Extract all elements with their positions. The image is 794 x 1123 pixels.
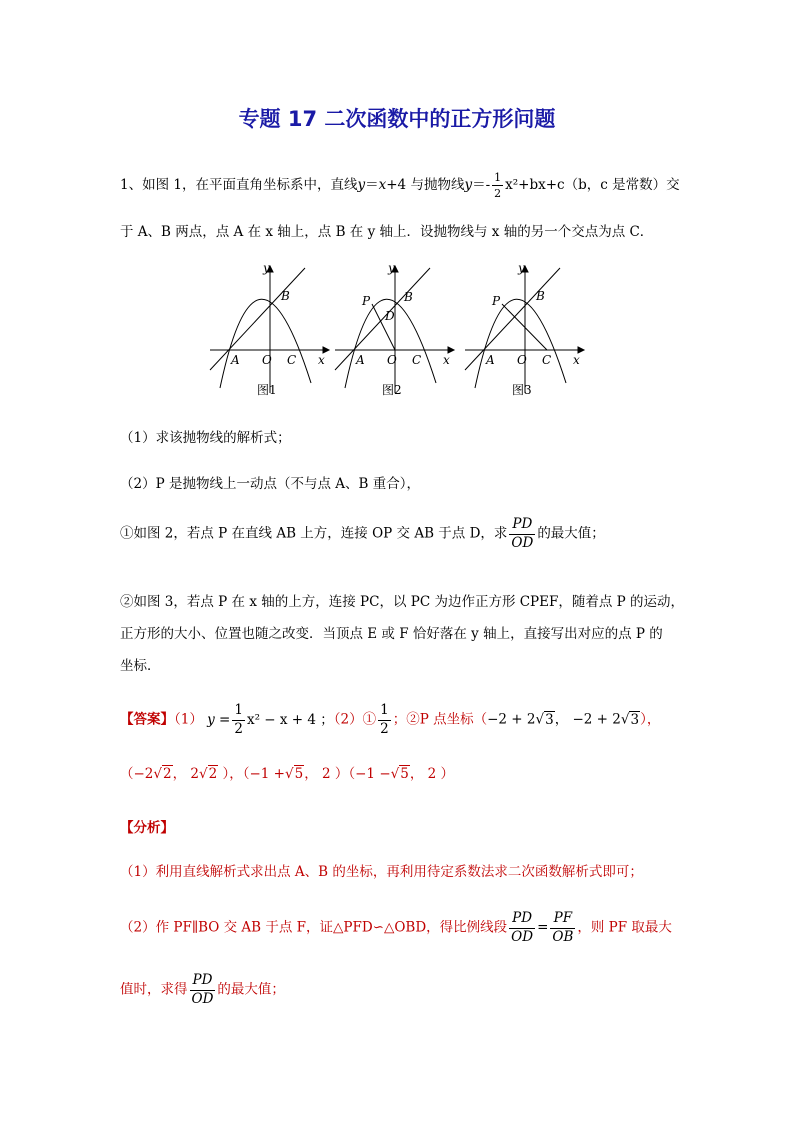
fraction: $\frac{1}{2}$ [494,171,502,200]
analysis-line-3: 值时，求得 $\frac{PD}{OD}$ 的最大值； [120,972,285,1007]
var-y: y [464,177,473,193]
point-c-label: C [542,353,552,367]
fraction-pd-od: $\frac{PD}{OD}$ [511,516,534,551]
parabola [475,299,566,388]
equals: ＝- [472,177,491,193]
point-o-label: O [387,353,397,367]
equals: ＝ [365,177,379,193]
answer-text: （2）① [333,711,377,728]
problem-line-1 [120,172,680,199]
figure-1 [205,258,335,398]
point-c-label: C [287,353,297,367]
question-2-part-2-line-3: 坐标． [120,658,161,674]
answer-text: ；②P 点坐标（ [392,711,488,728]
point-p-label: P [492,294,501,308]
question-2-part-1 [120,518,605,550]
axis-y-label: y [518,261,525,275]
axis-x-label: x [443,353,450,367]
answer-formula: y = $\frac{1}{2}$ x² − x + 4 ； [207,702,334,737]
figure-caption: 图3 [512,383,532,397]
figure-caption: 图1 [257,383,277,397]
analysis-line-1: （1）利用直线解析式求出点 A、B 的坐标，再利用待定系数法求二次函数解析式即可； [120,864,643,880]
point-o-label: O [517,353,527,367]
axis-y-label: y [263,261,270,275]
point-b-label: B [404,290,413,304]
problem-text: 1、如图 1，在平面直角坐标系中，直线 [120,177,358,193]
point-a-label: A [486,353,495,367]
answer-line-1 [120,704,660,736]
question-text: ①如图 2，若点 P 在直线 AB 上方，连接 OP 交 AB 于点 D，求 [120,525,508,542]
point-a-label: A [356,353,365,367]
answer-coordinate-1: −2 + 2√3， −2 + 2√3 [487,711,640,728]
question-2-part-2-line-1: ②如图 3，若点 P 在 x 轴的上方，连接 PC，以 PC 为边作正方形 CPEF，随着点 P 的运动， [120,594,685,610]
problem-text: x²+bx+c（b，c 是常数）交 [505,177,680,193]
answer-line-2: （−2√2， 2√2 ），（−1 +√5， 2 ）（−1 −√5， 2 ） [120,766,455,782]
point-o-label: O [262,353,272,367]
figure-caption: 图2 [382,383,402,397]
parabola [220,299,311,388]
problem-line-2: 于 A、B 两点，点 A 在 x 轴上，点 B 在 y 轴上．设抛物线与 x 轴的另一个交点为点 C． [120,224,654,240]
answer-text: （1） [174,711,203,728]
point-c-label: C [412,353,422,367]
answer-label: 【答案】 [120,711,174,728]
question-1: （1）求该抛物线的解析式； [120,430,291,446]
answer-max-fraction: $\frac{1}{2}$ [380,702,389,737]
point-p-label: P [362,294,371,308]
page-title: 专题 17 二次函数中的正方形问题 [238,107,556,131]
axis-x-label: x [318,353,325,367]
question-2-part-2-line-2: 正方形的大小、位置也随之改变．当顶点 E 或 F 恰好落在 y 轴上，直接写出对应的点 P 的 [120,626,663,642]
question-2: （2）P 是抛物线上一动点（不与点 A、B 重合）， [120,476,420,492]
var-y: y [357,177,366,193]
problem-text: +4 与抛物线 [386,177,465,193]
point-a-label: A [231,353,240,367]
answer-text: ）， [640,711,661,728]
axis-y-label: y [388,261,395,275]
point-d-label: D [385,309,395,323]
figure-2 [330,258,460,398]
var-x: x [378,177,387,193]
question-text: 的最大值； [537,525,605,542]
analysis-label: 【分析】 [120,820,174,836]
figure-3 [460,258,590,398]
analysis-line-2: （2）作 PF∥BO 交 AB 于点 F，证△PFD∽△OBD，得比例线段 $\frac{PD}{OD}$ = $\frac{PF}{OB}$ ，则 PF 取最大 [120,910,672,945]
point-b-label: B [536,289,545,303]
point-b-label: B [281,289,290,303]
axis-x-label: x [573,353,580,367]
